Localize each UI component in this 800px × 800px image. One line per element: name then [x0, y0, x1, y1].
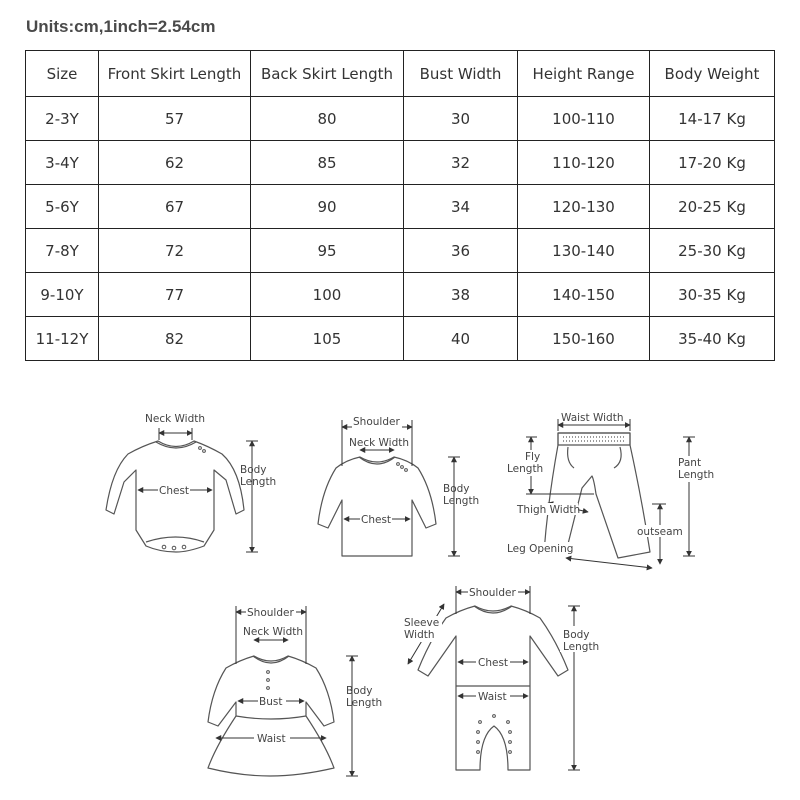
neck-width-label: Neck Width — [243, 626, 304, 638]
body-length-label: Length — [346, 697, 383, 709]
cell-height-range: 150-160 — [518, 317, 650, 361]
cell-front-skirt-length: 77 — [99, 273, 251, 317]
header-size: Size — [26, 51, 99, 97]
chest-label: Chest — [478, 657, 509, 669]
pants-waistband — [558, 433, 630, 445]
cell-back-skirt-length: 85 — [251, 141, 404, 185]
waist-label: Waist — [257, 733, 286, 745]
table-row — [26, 317, 775, 361]
cell-front-skirt-length: 62 — [99, 141, 251, 185]
cell-height-range: 110-120 — [518, 141, 650, 185]
chest-label: Chest — [361, 514, 392, 526]
cell-height-range: 120-130 — [518, 185, 650, 229]
cell-bust-width: 38 — [404, 273, 518, 317]
chest-label: Chest — [159, 485, 190, 497]
cell-bust-width: 40 — [404, 317, 518, 361]
cell-bust-width: 36 — [404, 229, 518, 273]
romper-diagram — [402, 586, 600, 770]
body-length-label: Body — [346, 685, 373, 697]
cell-body-weight: 20-25 Kg — [650, 185, 775, 229]
header-back-skirt-length: Back Skirt Length — [251, 51, 404, 97]
shoulder-label: Shoulder — [469, 587, 516, 599]
dress-collar — [253, 656, 289, 663]
fly-length-label: Length — [507, 463, 544, 475]
cell-body-weight: 17-20 Kg — [650, 141, 775, 185]
header-body-weight: Body Weight — [650, 51, 775, 97]
cell-size: 5-6Y — [26, 185, 99, 229]
leg-opening-dimension — [566, 558, 652, 568]
cell-size: 9-10Y — [26, 273, 99, 317]
cell-front-skirt-length: 57 — [99, 97, 251, 141]
cell-back-skirt-length: 80 — [251, 97, 404, 141]
units-note: Units:cm,1inch=2.54cm — [26, 17, 216, 36]
sleeve-width-label: Sleeve — [404, 617, 440, 629]
table-row — [26, 185, 775, 229]
table-header-row — [26, 51, 775, 97]
bust-label: Bust — [259, 696, 283, 708]
dress-diagram — [208, 605, 382, 776]
sleeve-width-label: Width — [404, 629, 435, 641]
leg-opening-label: Leg Opening — [507, 543, 574, 555]
cell-back-skirt-length: 95 — [251, 229, 404, 273]
shoulder-label: Shoulder — [353, 416, 400, 428]
bodysuit-diagram — [106, 413, 276, 552]
cell-front-skirt-length: 72 — [99, 229, 251, 273]
tshirt-diagram — [318, 416, 479, 556]
romper-collar — [474, 606, 512, 613]
dress-waistline — [236, 716, 306, 719]
cell-size: 3-4Y — [26, 141, 99, 185]
cell-back-skirt-length: 90 — [251, 185, 404, 229]
cell-back-skirt-length: 100 — [251, 273, 404, 317]
size-table — [25, 50, 775, 361]
pants-pocket-right — [614, 447, 621, 468]
pants-pocket-left — [568, 447, 574, 468]
header-bust-width: Bust Width — [404, 51, 518, 97]
cell-bust-width: 34 — [404, 185, 518, 229]
measurement-diagrams — [0, 395, 800, 795]
header-height-range: Height Range — [518, 51, 650, 97]
table-row — [26, 141, 775, 185]
body-length-label: Length — [240, 476, 277, 488]
cell-size: 7-8Y — [26, 229, 99, 273]
cell-front-skirt-length: 67 — [99, 185, 251, 229]
cell-body-weight: 25-30 Kg — [650, 229, 775, 273]
neck-width-label: Neck Width — [349, 437, 410, 449]
neck-width-label: Neck Width — [145, 413, 206, 425]
cell-size: 2-3Y — [26, 97, 99, 141]
fly-length-label: Fly — [525, 451, 541, 463]
outseam-label: outseam — [637, 526, 683, 538]
cell-body-weight: 30-35 Kg — [650, 273, 775, 317]
table-row — [26, 273, 775, 317]
bodysuit-leg-opening — [146, 537, 204, 542]
cell-bust-width: 30 — [404, 97, 518, 141]
cell-height-range: 100-110 — [518, 97, 650, 141]
cell-front-skirt-length: 82 — [99, 317, 251, 361]
body-length-label: Body — [443, 483, 470, 495]
thigh-width-label: Thigh Width — [517, 504, 581, 516]
header-front-skirt-length: Front Skirt Length — [99, 51, 251, 97]
pants-outline — [544, 433, 650, 558]
shoulder-label: Shoulder — [247, 607, 294, 619]
waist-label: Waist — [478, 691, 507, 703]
pant-length-label: Length — [678, 469, 715, 481]
body-length-label: Body — [240, 464, 267, 476]
table-row — [26, 229, 775, 273]
pant-length-label: Pant — [678, 457, 702, 469]
cell-back-skirt-length: 105 — [251, 317, 404, 361]
dress-outline — [208, 656, 334, 776]
body-length-label: Length — [443, 495, 480, 507]
cell-bust-width: 32 — [404, 141, 518, 185]
tshirt-collar — [359, 457, 395, 464]
cell-size: 11-12Y — [26, 317, 99, 361]
cell-body-weight: 35-40 Kg — [650, 317, 775, 361]
body-length-label: Length — [563, 641, 600, 653]
waist-width-label: Waist Width — [561, 412, 624, 424]
body-length-label: Body — [563, 629, 590, 641]
tshirt-outline — [318, 457, 436, 556]
cell-height-range: 130-140 — [518, 229, 650, 273]
cell-height-range: 140-150 — [518, 273, 650, 317]
pants-diagram — [506, 412, 716, 568]
cell-body-weight: 14-17 Kg — [650, 97, 775, 141]
table-row — [26, 97, 775, 141]
